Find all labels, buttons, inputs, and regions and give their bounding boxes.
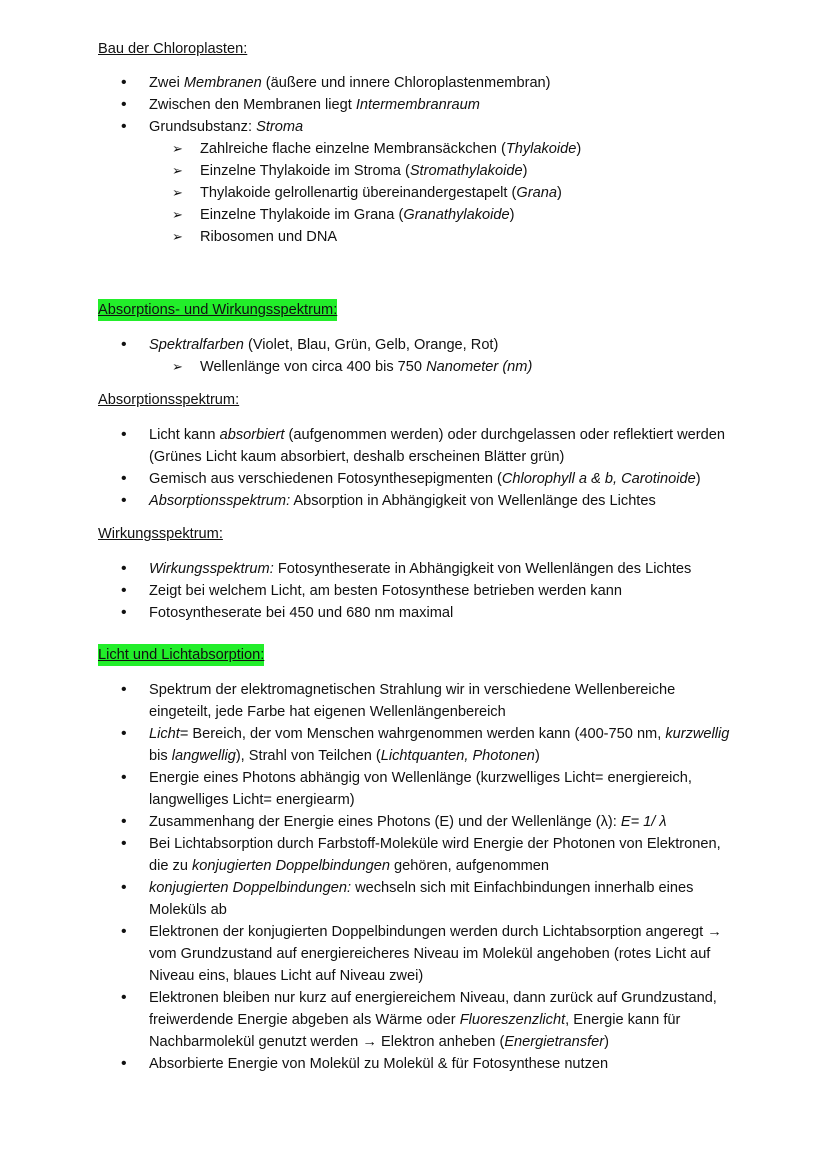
bullet-list — [98, 679, 738, 1075]
document-page — [98, 38, 738, 1075]
heading-absorptions-wirkungsspektrum: Absorptions- und Wirkungsspektrum: — [98, 299, 337, 321]
list-item: • Bei Lichtabsorption durch Farbstoff-Moleküle wird Energie der Photonen von Elektronen, die zu konjugierten Doppelbindungen gehören, aufgenommen — [98, 833, 738, 877]
list-item: • Zwei Membranen (äußere und innere Chloroplastenmembran) — [98, 72, 738, 94]
sub-list-item: ➢ Thylakoide gelrollenartig übereinandergestapelt (Grana) — [149, 182, 738, 204]
list-item: • Grundsubstanz: Stroma ➢ Zahlreiche flache einzelne Membransäckchen (Thylakoide) ➢ Einzelne Thylakoide im Stroma (Stromathylakoide) ➢ Thylakoide gelrollenartig übereinandergestapelt (Grana) ➢ Einzelne Thylakoide im Grana (Granathylakoide) ➢ Ribosomen und DNA — [98, 116, 738, 248]
section-bau-chloroplasten — [98, 38, 738, 248]
list-item: • Absorbierte Energie von Molekül zu Molekül & für Fotosynthese nutzen — [98, 1053, 738, 1075]
heading-bau-chloroplasten: Bau der Chloroplasten: — [98, 41, 248, 57]
list-item: • Zeigt bei welchem Licht, am besten Fotosynthese betrieben werden kann — [98, 580, 738, 602]
list-item: • Elektronen der konjugierten Doppelbindungen werden durch Lichtabsorption angeregt → vom Grundzustand auf energiereicheres Niveau im Molekül angehoben (rotes Licht auf Niveau eins, blaues Licht auf Niveau zwei) — [98, 921, 738, 987]
list-item: • Fotosyntheserate bei 450 und 680 nm maximal — [98, 602, 738, 624]
bullet-list — [98, 334, 738, 378]
list-item: • Licht kann absorbiert (aufgenommen werden) oder durchgelassen oder reflektiert werden (Grünes Licht kaum absorbiert, deshalb erscheinen Blätter grün) — [98, 424, 738, 468]
list-item: • Spektrum der elektromagnetischen Strahlung wir in verschiedene Wellenbereiche eingeteilt, jede Farbe hat eigenen Wellenlängenbereich — [98, 679, 738, 723]
sub-list-item: ➢ Einzelne Thylakoide im Stroma (Stromathylakoide) — [149, 160, 738, 182]
list-item: • Zwischen den Membranen liegt Intermembranraum — [98, 94, 738, 116]
sub-list-item: ➢ Wellenlänge von circa 400 bis 750 Nanometer (nm) — [149, 356, 738, 378]
list-item: • Zusammenhang der Energie eines Photons (E) und der Wellenlänge (λ): E= 1/ λ — [98, 811, 738, 833]
section-absorptionsspektrum — [98, 389, 738, 512]
list-item: • Elektronen bleiben nur kurz auf energiereichem Niveau, dann zurück auf Grundzustand, freiwerdende Energie abgeben als Wärme oder Fluoreszenzlicht, Energie kann für Nachbarmolekül genutzt werden → Elektron anheben (Energietransfer) — [98, 987, 738, 1053]
heading-licht-lichtabsorption: Licht und Lichtabsorption: — [98, 644, 264, 666]
sub-list-item: ➢ Ribosomen und DNA — [149, 226, 738, 248]
section-wirkungsspektrum — [98, 523, 738, 624]
sub-list — [149, 138, 738, 248]
sub-list-item: ➢ Einzelne Thylakoide im Grana (Granathylakoide) — [149, 204, 738, 226]
sub-list-item: ➢ Zahlreiche flache einzelne Membransäckchen (Thylakoide) — [149, 138, 738, 160]
list-item: • konjugierten Doppelbindungen: wechseln sich mit Einfachbindungen innerhalb eines Moleküls ab — [98, 877, 738, 921]
section-licht-lichtabsorption — [98, 644, 738, 1075]
bullet-list — [98, 558, 738, 624]
heading-absorptionsspektrum: Absorptionsspektrum: — [98, 392, 240, 408]
list-item: • Gemisch aus verschiedenen Fotosynthesepigmenten (Chlorophyll a & b, Carotinoide) — [98, 468, 738, 490]
list-item: • Absorptionsspektrum: Absorption in Abhängigkeit von Wellenlänge des Lichtes — [98, 490, 738, 512]
sub-list — [149, 356, 738, 378]
list-item: • Spektralfarben (Violet, Blau, Grün, Gelb, Orange, Rot) ➢ Wellenlänge von circa 400 bis 750 Nanometer (nm) — [98, 334, 738, 378]
list-item: • Licht= Bereich, der vom Menschen wahrgenommen werden kann (400-750 nm, kurzwellig bis langwellig), Strahl von Teilchen (Lichtquanten, Photonen) — [98, 723, 738, 767]
bullet-list — [98, 424, 738, 512]
bullet-list — [98, 72, 738, 248]
list-item: • Wirkungsspektrum: Fotosyntheserate in Abhängigkeit von Wellenlängen des Lichtes — [98, 558, 738, 580]
list-item: • Energie eines Photons abhängig von Wellenlänge (kurzwelliges Licht= energiereich, langwelliges Licht= energiearm) — [98, 767, 738, 811]
heading-wirkungsspektrum: Wirkungsspektrum: — [98, 526, 223, 542]
section-absorptions-wirkungsspektrum — [98, 299, 738, 378]
